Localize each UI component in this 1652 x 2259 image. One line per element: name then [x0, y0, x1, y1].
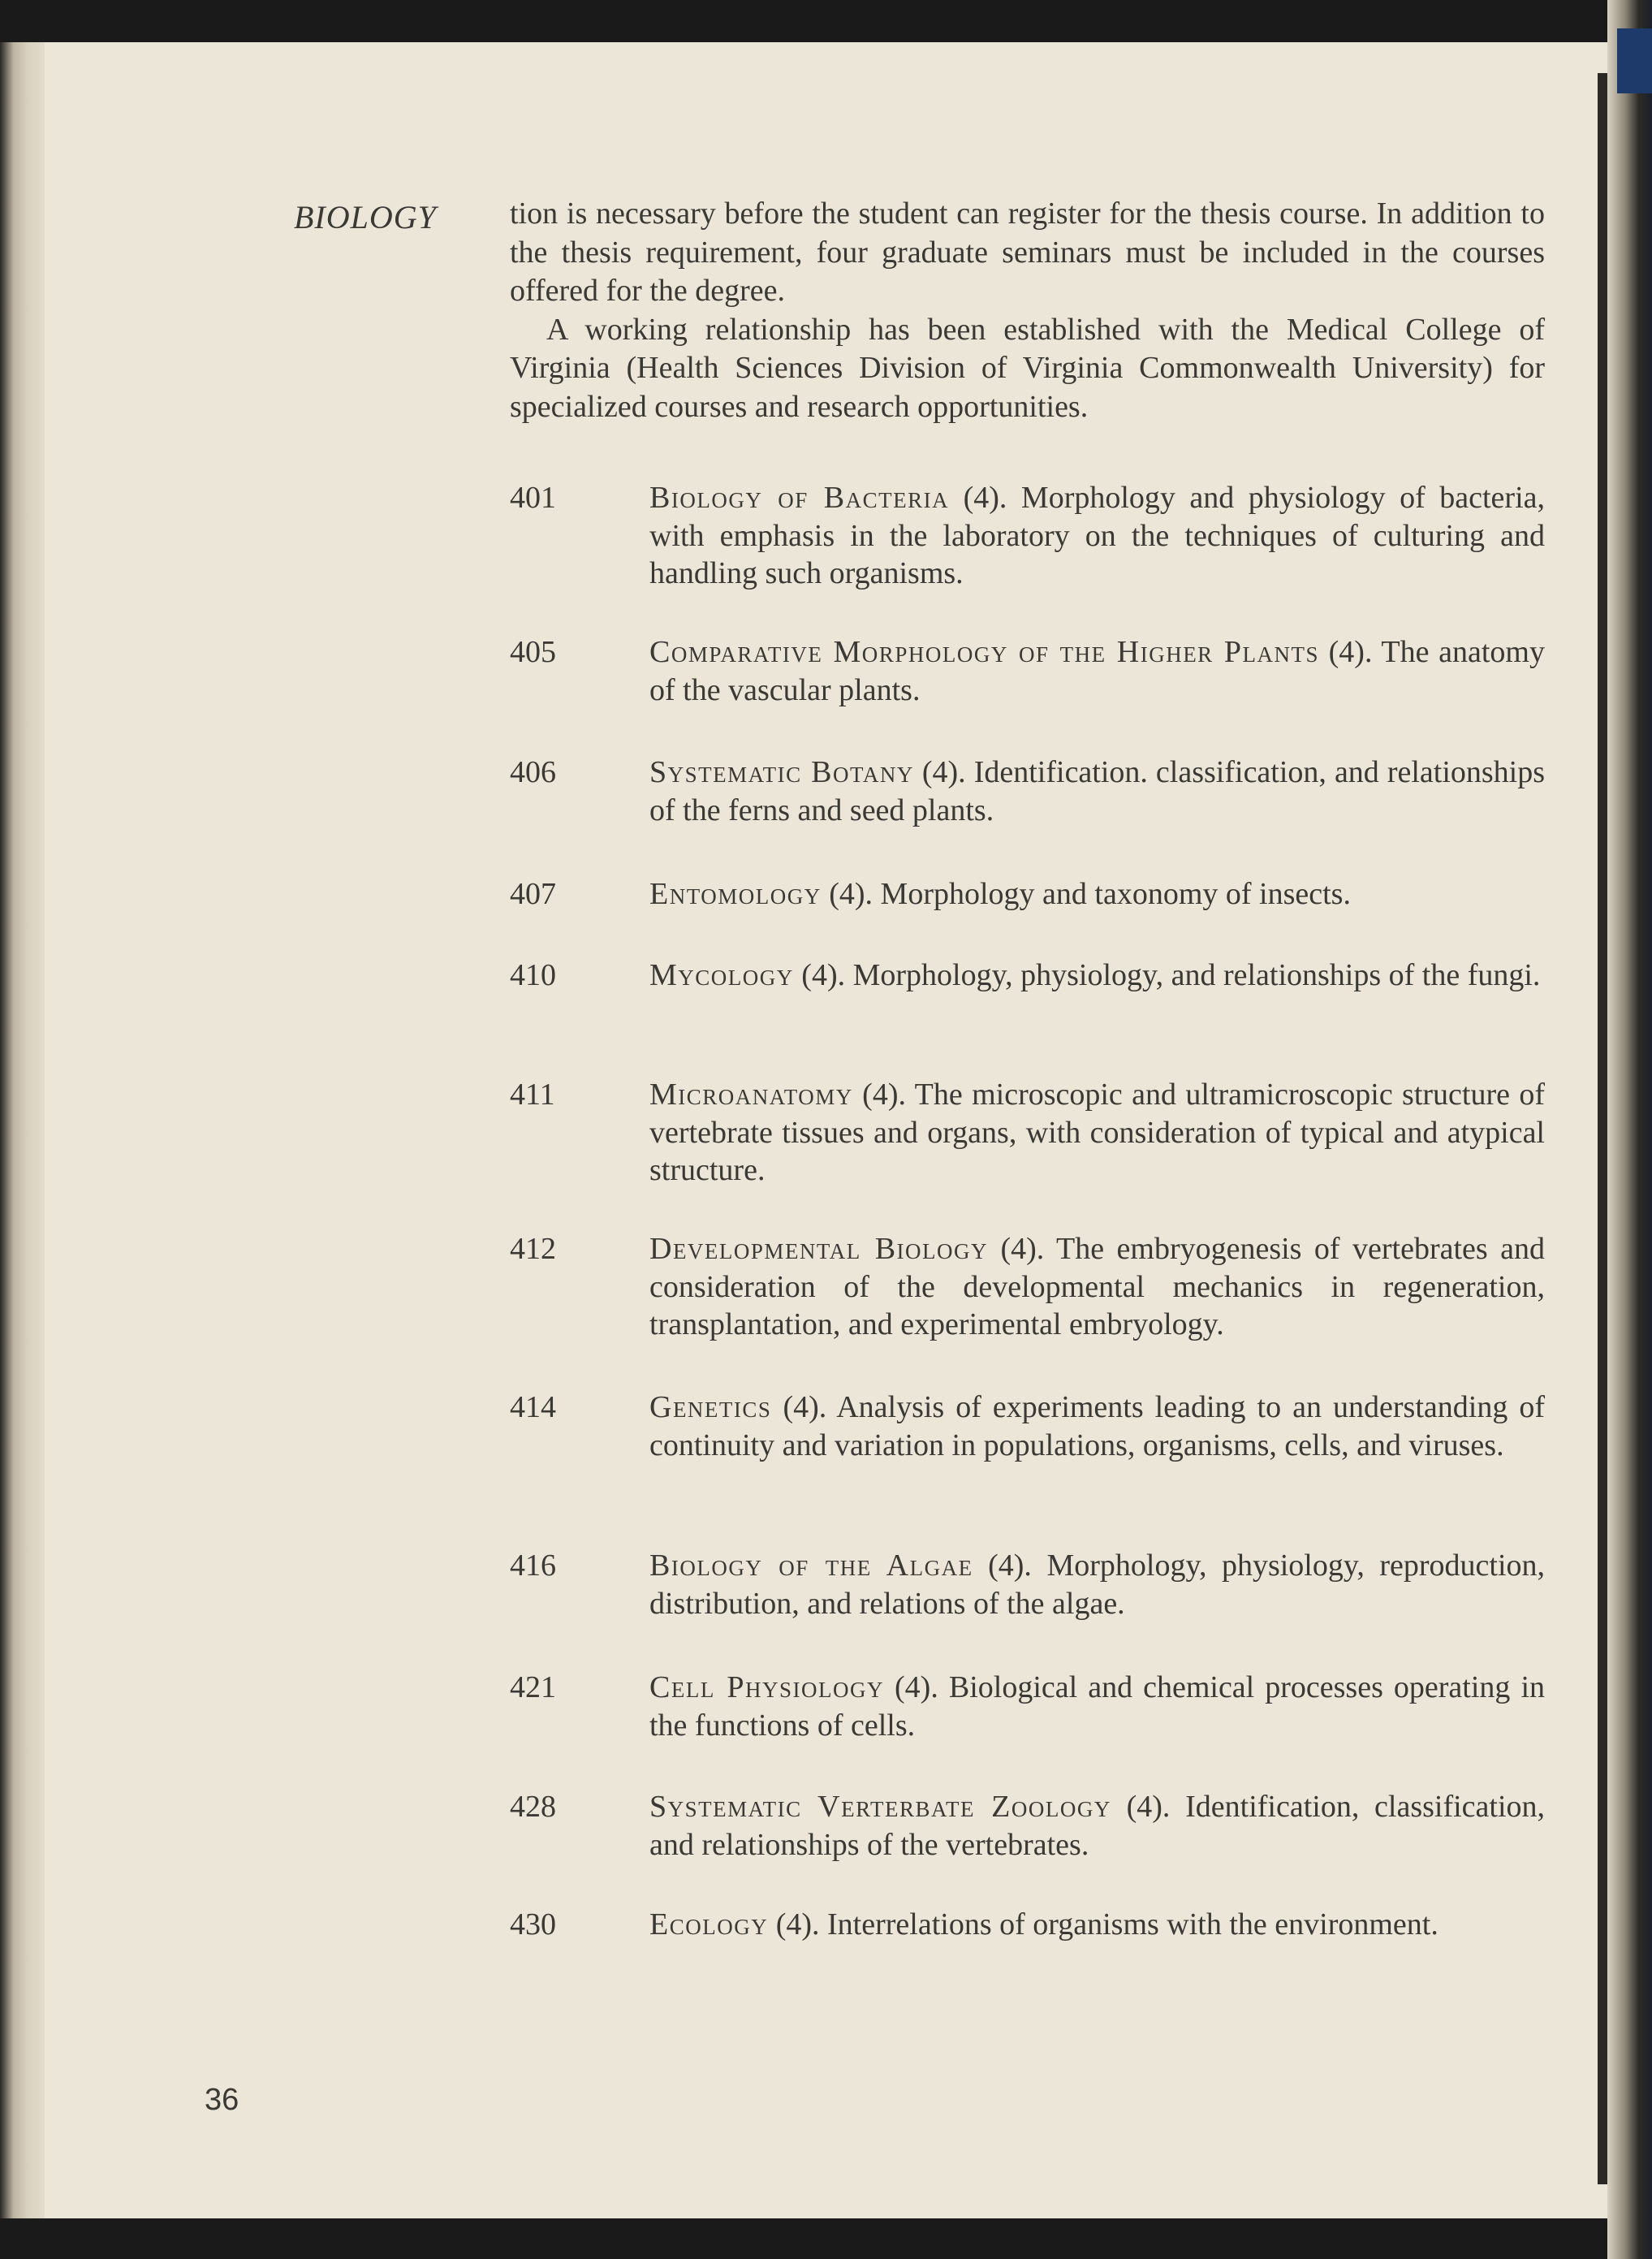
page-edge-left — [0, 42, 45, 2218]
course-entry-412 — [510, 1230, 1545, 1344]
course-description: Biological and chemical processes operating in the functions of cells. — [649, 1670, 1545, 1743]
course-description: Interrelations of organisms with the environment. — [827, 1907, 1438, 1942]
course-number: 421 — [510, 1670, 556, 1704]
course-title: Developmental Biology — [649, 1232, 989, 1266]
course-body — [649, 1906, 1545, 1944]
course-title: Microanatomy — [649, 1078, 853, 1112]
course-number: 411 — [510, 1078, 555, 1112]
course-description: Identification. classification, and relationships of the ferns and seed plants. — [649, 755, 1546, 827]
course-description: The embryogenesis of vertebrates and consideration of the developmental mechanics in regeneration, transplantation, and experimental embryology. — [649, 1232, 1545, 1341]
course-number: 412 — [510, 1232, 556, 1266]
course-number: 406 — [510, 755, 556, 789]
intro-paragraph-1: tion is necessary before the student can register for the thesis course. In addition to the thesis requirement, four graduate seminars must be included in the courses offered for the degree. — [510, 197, 1545, 308]
course-description: Morphology and physiology of bacteria, with emphasis in the laboratory on the techniques of culturing and handling such organisms. — [649, 481, 1545, 590]
course-credits: (4). — [829, 877, 873, 911]
course-body — [649, 1076, 1545, 1190]
course-credits: (4). — [783, 1390, 827, 1424]
course-number: 428 — [510, 1790, 556, 1824]
course-number: 430 — [510, 1907, 556, 1942]
course-title: Biology of the Algae — [649, 1548, 973, 1583]
course-body — [649, 1669, 1545, 1744]
course-description: Morphology, physiology, reproduction, distribution, and relations of the algae. — [649, 1548, 1546, 1621]
course-credits: (4). — [1328, 635, 1373, 669]
course-description: Morphology, physiology, and relationships of the fungi. — [852, 958, 1541, 992]
course-number: 401 — [510, 481, 556, 515]
course-credits: (4). — [862, 1078, 906, 1112]
course-title: Ecology — [649, 1907, 769, 1942]
course-title: Systematic Verterbate Zoology — [649, 1790, 1111, 1824]
course-entry-407 — [510, 875, 1545, 914]
course-entry-410 — [510, 957, 1545, 995]
course-credits: (4). — [1126, 1790, 1171, 1824]
course-description: Identification, classification, and relationships of the vertebrates. — [649, 1790, 1546, 1862]
course-body — [649, 1230, 1545, 1344]
intro-paragraph-2: A working relationship has been established with the Medical College of Virginia (Health Sciences Division of Virginia Commonwealth University) for specialized courses and research opportunities. — [510, 312, 1545, 424]
course-entry-414 — [510, 1389, 1545, 1464]
course-credits: (4). — [895, 1670, 938, 1704]
course-body — [649, 875, 1545, 914]
page-gutter-shadow — [1598, 73, 1607, 2184]
course-description: Morphology and taxonomy of insects. — [880, 877, 1351, 911]
course-description: The anatomy of the vascular plants. — [649, 635, 1545, 707]
course-credits: (4). — [1000, 1232, 1045, 1266]
course-number: 410 — [510, 958, 556, 992]
course-title: Mycology — [649, 958, 794, 992]
intro-text — [510, 195, 1545, 426]
course-body — [649, 633, 1545, 709]
course-body — [649, 479, 1545, 593]
course-title: Genetics — [649, 1390, 772, 1424]
course-description: The microscopic and ultramicroscopic structure of vertebrate tissues and organs, with consideration of typical and atypical structure. — [649, 1078, 1546, 1187]
course-entry-401 — [510, 479, 1545, 593]
course-entry-428 — [510, 1788, 1545, 1864]
course-body — [649, 1389, 1545, 1464]
course-entry-405 — [510, 633, 1545, 709]
course-title: Biology of Bacteria — [649, 481, 950, 515]
course-credits: (4). — [963, 481, 1007, 515]
course-credits: (4). — [988, 1548, 1032, 1583]
page-number: 36 — [205, 2083, 239, 2117]
course-credits: (4). — [775, 1907, 820, 1942]
course-entry-406 — [510, 754, 1545, 829]
course-number: 416 — [510, 1548, 556, 1583]
course-number: 414 — [510, 1390, 556, 1424]
course-entry-411 — [510, 1076, 1545, 1190]
course-title: Systematic Botany — [649, 755, 914, 789]
course-title: Comparative Morphology of the Higher Plants — [649, 635, 1319, 669]
course-entry-430 — [510, 1906, 1545, 1944]
course-body — [649, 1788, 1545, 1864]
course-entry-416 — [510, 1547, 1545, 1622]
book-binding — [1607, 0, 1652, 2259]
running-head: BIOLOGY — [294, 199, 437, 235]
course-number: 407 — [510, 877, 556, 911]
course-body — [649, 957, 1545, 995]
course-title: Entomology — [649, 877, 822, 911]
course-body — [649, 1547, 1545, 1622]
course-credits: (4). — [801, 958, 846, 992]
course-number: 405 — [510, 635, 556, 669]
course-description: Analysis of experiments leading to an understanding of continuity and variation in populations, organisms, cells, and viruses. — [649, 1390, 1545, 1462]
binding-blue-tab — [1617, 28, 1652, 93]
course-body — [649, 754, 1545, 829]
course-credits: (4). — [921, 755, 966, 789]
course-entry-421 — [510, 1669, 1545, 1744]
course-title: Cell Physiology — [649, 1670, 884, 1704]
